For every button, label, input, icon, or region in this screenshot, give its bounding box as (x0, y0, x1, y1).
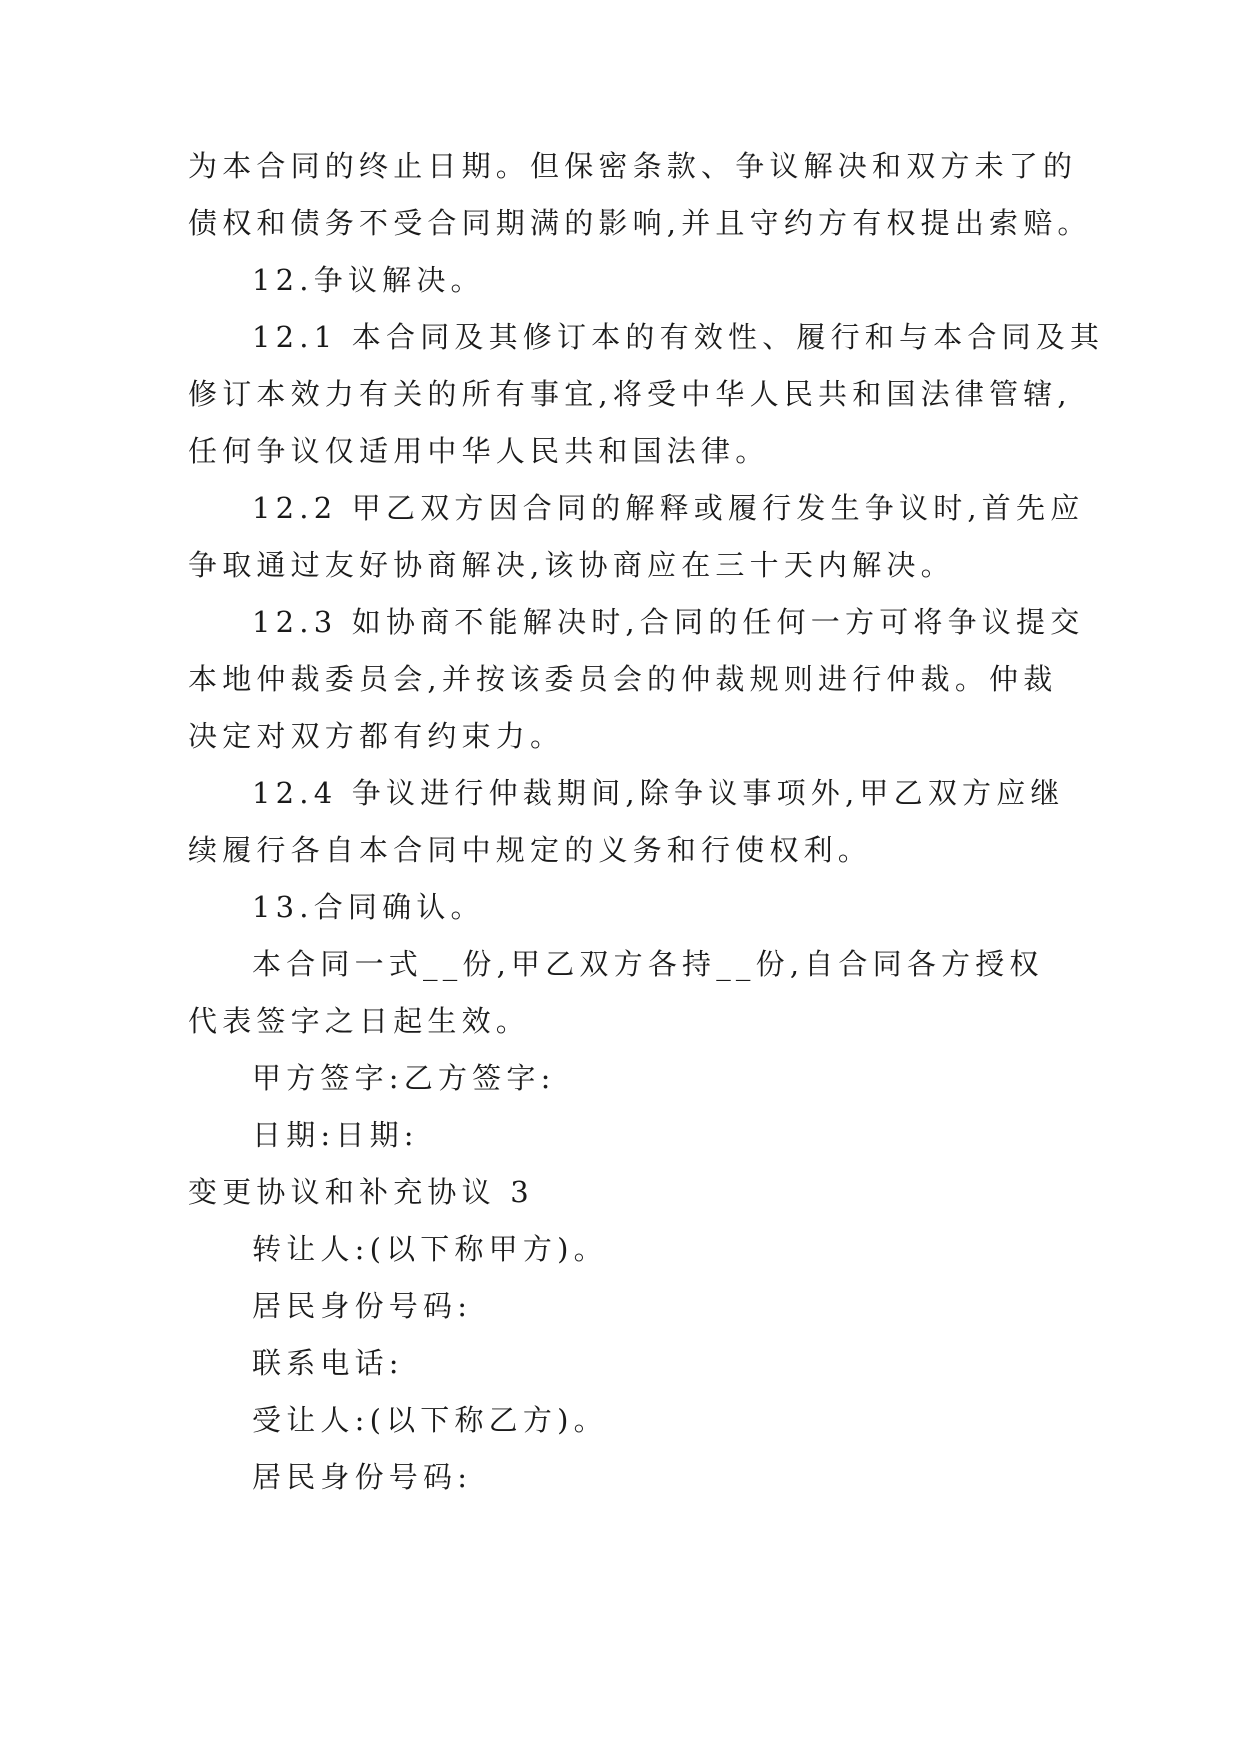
confirmation-line: 本合同一式__份,甲乙双方各持__份,自合同各方授权 (252, 947, 1044, 981)
section-heading-13: 13.合同确认。 (252, 890, 485, 924)
clause-12-1-line: 任何争议仅适用中华人民共和国法律。 (188, 434, 770, 468)
date-line: 日期:日期: (252, 1118, 419, 1152)
paragraph-line: 债权和债务不受合同期满的影响,并且守约方有权提出索赔。 (188, 206, 1092, 240)
signature-line: 甲方签字:乙方签字: (252, 1061, 556, 1095)
transferor-line: 转让人:(以下称甲方)。 (252, 1232, 608, 1266)
clause-12-4-line: 续履行各自本合同中规定的义务和行使权利。 (188, 833, 873, 867)
id-number-line: 居民身份号码: (252, 1460, 473, 1494)
paragraph-line: 为本合同的终止日期。但保密条款、争议解决和双方未了的 (188, 149, 1078, 183)
clause-12-1-line: 12.1 本合同及其修订本的有效性、履行和与本合同及其 (252, 320, 1105, 354)
confirmation-line: 代表签字之日起生效。 (188, 1004, 531, 1038)
phone-line: 联系电话: (252, 1346, 404, 1380)
clause-12-4-line: 12.4 争议进行仲裁期间,除争议事项外,甲乙双方应继 (252, 776, 1065, 810)
document-title: 变更协议和补充协议 3 (188, 1175, 534, 1209)
clause-12-3-line: 决定对双方都有约束力。 (188, 719, 565, 753)
clause-12-2-line: 12.2 甲乙双方因合同的解释或履行发生争议时,首先应 (252, 491, 1085, 525)
section-heading-12: 12.争议解决。 (252, 263, 485, 297)
clause-12-2-line: 争取通过友好协商解决,该协商应在三十天内解决。 (188, 548, 955, 582)
clause-12-3-line: 本地仲裁委员会,并按该委员会的仲裁规则进行仲裁。仲裁 (188, 662, 1058, 696)
transferee-line: 受让人:(以下称乙方)。 (252, 1403, 608, 1437)
id-number-line: 居民身份号码: (252, 1289, 473, 1323)
clause-12-3-line: 12.3 如协商不能解决时,合同的任何一方可将争议提交 (252, 605, 1085, 639)
clause-12-1-line: 修订本效力有关的所有事宜,将受中华人民共和国法律管辖, (188, 377, 1072, 411)
